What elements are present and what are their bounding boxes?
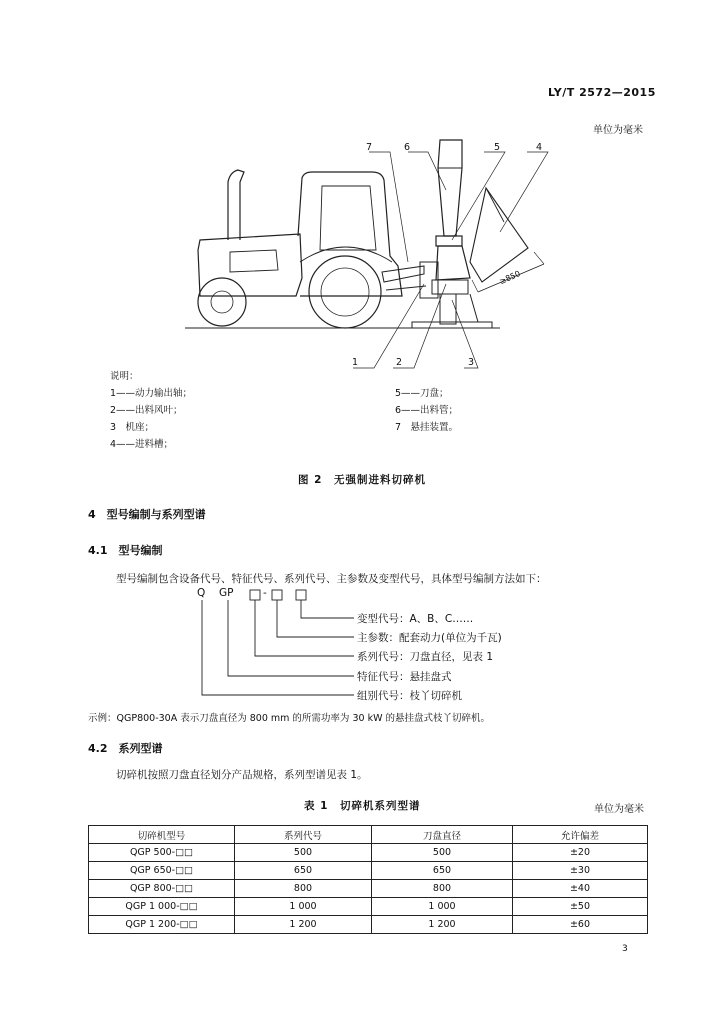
legend-item-4: 4——进料槽； xyxy=(110,439,174,450)
series-code-box xyxy=(250,590,260,600)
cell-tolerance: ±60 xyxy=(513,916,648,934)
cell-series: 800 xyxy=(235,880,372,898)
code-label-power: 主参数：配套动力(单位为千瓦) xyxy=(357,632,502,644)
cell-diameter: 1 000 xyxy=(372,898,513,916)
legend-item-2: 2——出料风叶； xyxy=(110,405,183,416)
callout-5: 5 xyxy=(494,142,501,153)
cell-model: QGP 500-□□ xyxy=(89,844,235,862)
callout-6: 6 xyxy=(404,142,411,153)
col-header-tolerance: 允许偏差 xyxy=(513,826,648,844)
cell-model: QGP 1 200-□□ xyxy=(89,916,235,934)
legend-item-3: 3 机座； xyxy=(110,422,155,433)
callout-1: 1 xyxy=(352,357,359,368)
series-spectrum-table xyxy=(88,825,648,934)
legend-item-5: 5——刀盘； xyxy=(395,388,449,399)
section-4-1-intro: 型号编制包含设备代号、特征代号、系列代号、主参数及变型代号，具体型号编制方法如下： xyxy=(116,573,547,585)
code-label-series: 系列代号：刀盘直径，见表 1 xyxy=(357,651,494,663)
dimension-label: ≥850 xyxy=(498,269,522,287)
legend-item-1: 1——动力输出轴； xyxy=(110,388,193,399)
cell-diameter: 1 200 xyxy=(372,916,513,934)
section-4-1-heading: 4.1 型号编制 xyxy=(88,544,163,557)
section-4-heading: 4 型号编制与系列型谱 xyxy=(88,508,206,521)
code-label-variant: 变型代号：A、B、C…… xyxy=(357,613,474,625)
callout-3: 3 xyxy=(468,357,475,368)
callout-7: 7 xyxy=(366,142,373,153)
cell-tolerance: ±40 xyxy=(513,880,648,898)
code-letter-gp: GP xyxy=(219,587,234,599)
cell-tolerance: ±20 xyxy=(513,844,648,862)
cell-tolerance: ±50 xyxy=(513,898,648,916)
table-caption: 表 1 切碎机系列型谱 xyxy=(304,800,421,812)
code-label-feature: 特征代号：悬挂盘式 xyxy=(357,671,452,683)
table-row xyxy=(89,880,648,898)
code-label-group: 组别代号：枝丫切碎机 xyxy=(357,690,462,702)
section-4-2-heading: 4.2 系列型谱 xyxy=(88,742,163,755)
variant-code-box xyxy=(296,590,306,600)
table-header-row xyxy=(89,826,648,844)
cell-tolerance: ±30 xyxy=(513,862,648,880)
table-row xyxy=(89,844,648,862)
power-code-box xyxy=(272,590,282,600)
cell-diameter: 800 xyxy=(372,880,513,898)
legend-item-7: 7 悬挂装置。 xyxy=(395,422,459,433)
cell-model: QGP 800-□□ xyxy=(89,880,235,898)
table-row xyxy=(89,916,648,934)
standard-number: LY/T 2572—2015 xyxy=(548,86,656,99)
figure-caption: 图 2 无强制进料切碎机 xyxy=(298,474,426,486)
code-letter-q: Q xyxy=(197,587,206,599)
cell-series: 500 xyxy=(235,844,372,862)
code-dash: - xyxy=(263,587,267,599)
cell-series: 650 xyxy=(235,862,372,880)
callout-4: 4 xyxy=(536,142,543,153)
table-row xyxy=(89,862,648,880)
legend-item-6: 6——出料管； xyxy=(395,405,459,416)
unit-note: 单位为毫米 xyxy=(593,125,643,136)
col-header-model: 切碎机型号 xyxy=(89,826,235,844)
section-4-2-text: 切碎机按照刀盘直径划分产品规格，系列型谱见表 1。 xyxy=(116,769,368,781)
col-header-diameter: 刀盘直径 xyxy=(372,826,513,844)
callout-2: 2 xyxy=(396,357,403,368)
cell-series: 1 200 xyxy=(235,916,372,934)
col-header-series: 系列代号 xyxy=(235,826,372,844)
cell-model: QGP 1 000-□□ xyxy=(89,898,235,916)
example-text: 示例：QGP800-30A 表示刀盘直径为 800 mm 的所需功率为 30 kW 的悬挂盘式枝丫切碎机。 xyxy=(88,713,490,724)
cell-model: QGP 650-□□ xyxy=(89,862,235,880)
table-row xyxy=(89,898,648,916)
cell-diameter: 500 xyxy=(372,844,513,862)
cell-diameter: 650 xyxy=(372,862,513,880)
table-unit: 单位为毫米 xyxy=(594,804,644,815)
page-number: 3 xyxy=(622,944,628,954)
cell-series: 1 000 xyxy=(235,898,372,916)
legend-title: 说明： xyxy=(110,371,139,382)
